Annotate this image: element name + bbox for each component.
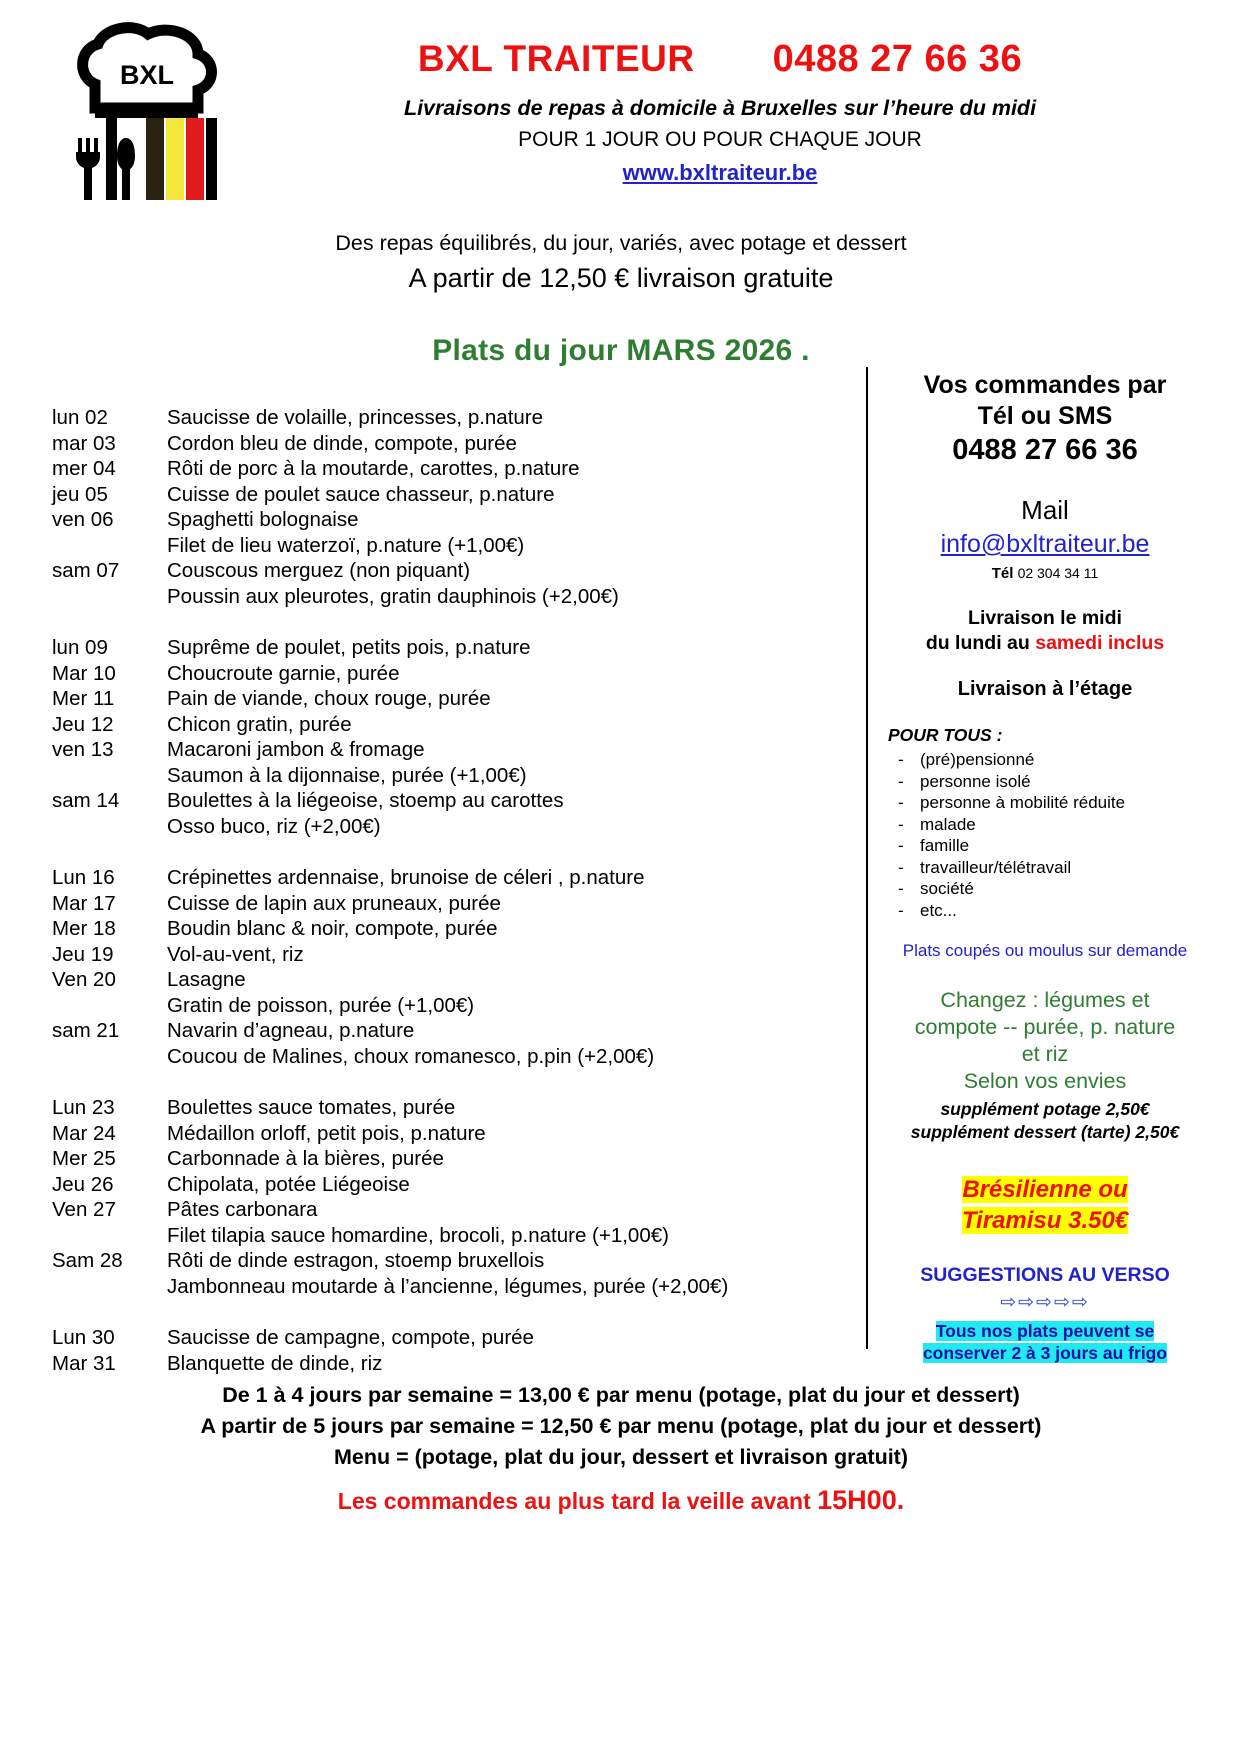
menu-row xyxy=(52,1121,852,1147)
audience-item: - malade xyxy=(920,814,1210,836)
audience-item: - travailleur/télétravail xyxy=(920,857,1210,879)
menu-dish: Saumon à la dijonnaise, purée (+1,00€) xyxy=(167,763,527,787)
tagline: Livraisons de repas à domicile à Bruxelles sur l’heure du midi xyxy=(403,96,1037,120)
menu-dish: Cuisse de lapin aux pruneaux, purée xyxy=(167,891,501,915)
orders-heading xyxy=(880,370,1210,432)
menu-row xyxy=(52,584,852,610)
header-text-block xyxy=(270,38,1170,186)
menu-row xyxy=(52,1223,852,1249)
fridge-note-line-1: Tous nos plats peuvent se xyxy=(935,1321,1155,1341)
menu-day: Lun 30 xyxy=(52,1326,115,1349)
menu-day: mer 04 xyxy=(52,457,116,480)
vertical-divider xyxy=(866,367,868,1349)
menu-day: ven 13 xyxy=(52,738,114,761)
menu-row xyxy=(52,1197,852,1223)
swap-options xyxy=(880,987,1210,1095)
daily-menu-list xyxy=(52,405,852,1402)
menu-dish: Crépinettes ardennaise, brunoise de céleri , p.nature xyxy=(167,866,645,889)
menu-dish: Filet de lieu waterzoï, p.nature (+1,00€) xyxy=(167,533,525,557)
menu-dish: Blanquette de dinde, riz xyxy=(167,1351,383,1375)
menu-day: Ven 20 xyxy=(52,968,116,991)
menu-week xyxy=(52,1095,852,1299)
audience-item: - société xyxy=(920,878,1210,900)
delivery-days-plain: du lundi au xyxy=(925,632,1036,654)
menu-day xyxy=(52,993,167,1019)
delivery-info xyxy=(880,606,1210,656)
pricing-line-2: A partir de 5 jours par semaine = 12,50 € par menu (potage, plat du jour et dessert) xyxy=(200,1414,1042,1438)
menu-dish: Couscous merguez (non piquant) xyxy=(167,559,471,582)
menu-row xyxy=(52,558,852,584)
content-columns xyxy=(0,371,1242,1375)
supplement-dessert: supplément dessert (tarte) 2,50€ xyxy=(910,1122,1180,1142)
menu-row xyxy=(52,686,852,712)
menu-day: Jeu 19 xyxy=(52,942,114,966)
menu-dish: Boudin blanc & noir, compote, purée xyxy=(167,917,498,940)
menu-row xyxy=(52,482,852,508)
mail-label: Mail xyxy=(1021,495,1069,525)
menu-week xyxy=(52,1325,852,1376)
subtagline: POUR 1 JOUR OU POUR CHAQUE JOUR xyxy=(518,128,922,151)
menu-dish: Spaghetti bolognaise xyxy=(167,508,359,531)
menu-day: Mar 17 xyxy=(52,891,116,915)
menu-day: jeu 05 xyxy=(52,482,108,506)
swap-line-3: et riz xyxy=(1021,1042,1069,1066)
audience-title: POUR TOUS : xyxy=(888,725,1003,745)
menu-day: sam 14 xyxy=(52,789,120,812)
menu-row xyxy=(52,814,852,840)
menu-week xyxy=(52,865,852,1069)
page-header xyxy=(0,0,1242,215)
menu-day: mar 03 xyxy=(52,431,116,455)
menu-week xyxy=(52,405,852,609)
menu-day: Mar 10 xyxy=(52,661,116,685)
menu-row xyxy=(52,1146,852,1172)
menu-dish: Macaroni jambon & fromage xyxy=(167,738,425,761)
pricing-line-1: De 1 à 4 jours par semaine = 13,00 € par menu (potage, plat du jour et dessert) xyxy=(222,1383,1020,1407)
menu-dish: Saucisse de campagne, compote, purée xyxy=(167,1326,534,1349)
fridge-note-line-2: conserver 2 à 3 jours au frigo xyxy=(922,1343,1168,1363)
menu-row xyxy=(52,916,852,942)
dessert-promo xyxy=(880,1174,1210,1236)
menu-row xyxy=(52,431,852,457)
menu-day xyxy=(52,584,167,610)
menu-day: Ven 27 xyxy=(52,1198,116,1221)
menu-row xyxy=(52,635,852,661)
menu-dish: Rôti de porc à la moutarde, carottes, p.nature xyxy=(167,457,580,480)
intro-price: A partir de 12,50 € livraison gratuite xyxy=(408,263,834,293)
menu-day: Sam 28 xyxy=(52,1249,123,1272)
order-deadline xyxy=(0,1485,1242,1516)
menu-day xyxy=(52,1044,167,1070)
header-phone: 0488 27 66 36 xyxy=(772,38,1023,80)
swap-line-2: compote -- purée, p. nature xyxy=(914,1015,1176,1039)
menu-dish: Boulettes sauce tomates, purée xyxy=(167,1096,456,1119)
intro-balanced-meals: Des repas équilibrés, du jour, variés, avec potage et dessert xyxy=(335,231,907,255)
menu-day: Lun 23 xyxy=(52,1096,115,1119)
menu-row xyxy=(52,661,852,687)
brand-title: BXL TRAITEUR xyxy=(417,38,695,79)
menu-day: Mer 18 xyxy=(52,917,116,940)
menu-dish: Boulettes à la liégeoise, stoemp au carottes xyxy=(167,789,564,812)
swap-line-1: Changez : légumes et xyxy=(940,988,1150,1012)
menu-row xyxy=(52,405,852,431)
menu-row xyxy=(52,1274,852,1300)
menu-row xyxy=(52,763,852,789)
audience-item: - (pré)pensionné xyxy=(920,749,1210,771)
menu-row xyxy=(52,788,852,814)
menu-dish: Navarin d’agneau, p.nature xyxy=(167,1019,415,1042)
menu-row xyxy=(52,967,852,993)
menu-row xyxy=(52,737,852,763)
menu-row xyxy=(52,1325,852,1351)
supplements xyxy=(880,1098,1210,1144)
audience-block xyxy=(888,725,1210,921)
fridge-note xyxy=(880,1320,1210,1364)
menu-dish: Rôti de dinde estragon, stoemp bruxellois xyxy=(167,1249,545,1272)
order-deadline-text: Les commandes au plus tard la veille avant xyxy=(337,1488,818,1514)
menu-dish: Gratin de poisson, purée (+1,00€) xyxy=(167,993,475,1017)
bxl-logo xyxy=(48,22,243,207)
delivery-line-2 xyxy=(880,631,1210,656)
menu-day: ven 06 xyxy=(52,508,114,531)
menu-day xyxy=(52,533,167,559)
menu-day xyxy=(52,814,167,840)
menu-row xyxy=(52,507,852,533)
menu-row xyxy=(52,865,852,891)
landline-number: 02 304 34 11 xyxy=(1017,565,1099,581)
menu-dish: Vol-au-vent, riz xyxy=(167,942,304,966)
delivery-line-1: Livraison le midi xyxy=(968,607,1122,629)
landline-label: Tél xyxy=(991,565,1014,582)
menu-week xyxy=(52,635,852,839)
menu-day: Mar 24 xyxy=(52,1121,116,1145)
menu-dish: Lasagne xyxy=(167,968,246,991)
svg-text:BXL: BXL xyxy=(120,60,174,90)
pricing-line-3: Menu = (potage, plat du jour, dessert et livraison gratuit) xyxy=(333,1445,908,1469)
menu-dish: Carbonnade à la bières, purée xyxy=(167,1147,444,1170)
menu-day: lun 02 xyxy=(52,406,108,429)
audience-item: - personne à mobilité réduite xyxy=(920,792,1210,814)
menu-dish: Osso buco, riz (+2,00€) xyxy=(167,814,381,838)
order-deadline-time: 15H00. xyxy=(817,1485,905,1515)
menu-day: Mer 11 xyxy=(52,687,115,710)
brand-line xyxy=(270,38,1170,81)
menu-row xyxy=(52,942,852,968)
dessert-promo-line-1: Brésilienne ou xyxy=(962,1176,1128,1203)
menu-dish: Poussin aux pleurotes, gratin dauphinois (+2,00€) xyxy=(167,584,619,608)
supplement-soup: supplément potage 2,50€ xyxy=(940,1099,1150,1119)
menu-day: sam 21 xyxy=(52,1019,120,1042)
menu-day: Mer 25 xyxy=(52,1147,116,1170)
orders-phone[interactable]: 0488 27 66 36 xyxy=(952,434,1138,466)
month-title: Plats du jour MARS 2026 . xyxy=(432,334,810,367)
suggestions-note: SUGGESTIONS AU VERSO xyxy=(920,1264,1170,1286)
website-link[interactable]: www.bxltraiteur.be xyxy=(622,160,818,185)
page-footer xyxy=(0,1380,1242,1516)
audience-item: - famille xyxy=(920,835,1210,857)
menu-dish: Jambonneau moutarde à l’ancienne, légumes, purée (+2,00€) xyxy=(167,1274,729,1298)
menu-dish: Chicon gratin, purée xyxy=(167,712,352,736)
menu-row xyxy=(52,891,852,917)
menu-row xyxy=(52,1095,852,1121)
swap-line-4: Selon vos envies xyxy=(963,1069,1127,1093)
menu-day: sam 07 xyxy=(52,559,120,582)
menu-row xyxy=(52,1172,852,1198)
menu-day: Jeu 26 xyxy=(52,1172,114,1196)
menu-row xyxy=(52,993,852,1019)
menu-day: Jeu 12 xyxy=(52,712,114,736)
menu-row xyxy=(52,1351,852,1377)
menu-dish: Coucou de Malines, choux romanesco, p.pin (+2,00€) xyxy=(167,1044,655,1068)
menu-dish: Filet tilapia sauce homardine, brocoli, p.nature (+1,00€) xyxy=(167,1223,669,1247)
menu-row xyxy=(52,1018,852,1044)
menu-day: lun 09 xyxy=(52,636,108,659)
menu-row xyxy=(52,1248,852,1274)
menu-dish: Cordon bleu de dinde, compote, purée xyxy=(167,431,517,455)
menu-dish: Chipolata, potée Liégeoise xyxy=(167,1172,410,1196)
menu-day xyxy=(52,1274,167,1300)
sidebar-info xyxy=(880,370,1210,1364)
menu-dish: Suprême de poulet, petits pois, p.nature xyxy=(167,636,531,659)
menu-row xyxy=(52,456,852,482)
mail-link[interactable]: info@bxltraiteur.be xyxy=(940,530,1150,558)
orders-line-2: Tél ou SMS xyxy=(977,402,1113,430)
audience-item: - etc... xyxy=(920,900,1210,922)
menu-dish: Cuisse de poulet sauce chasseur, p.nature xyxy=(167,482,555,506)
menu-dish: Choucroute garnie, purée xyxy=(167,661,400,685)
audience-list xyxy=(888,749,1210,921)
arrows-icon: ⇨⇨⇨⇨⇨ xyxy=(1000,1292,1090,1313)
audience-item: - personne isolé xyxy=(920,771,1210,793)
menu-day: Lun 16 xyxy=(52,866,115,889)
menu-day xyxy=(52,1223,167,1249)
landline-phone xyxy=(880,565,1210,582)
menu-row xyxy=(52,712,852,738)
cut-meals-note: Plats coupés ou moulus sur demande xyxy=(902,941,1188,960)
orders-line-1: Vos commandes par xyxy=(923,371,1167,399)
menu-day: Mar 31 xyxy=(52,1351,116,1375)
menu-row xyxy=(52,1044,852,1070)
menu-dish: Médaillon orloff, petit pois, p.nature xyxy=(167,1121,486,1145)
menu-dish: Saucisse de volaille, princesses, p.nature xyxy=(167,406,544,429)
menu-day xyxy=(52,763,167,789)
menu-row xyxy=(52,533,852,559)
delivery-days-highlight: samedi inclus xyxy=(1035,632,1165,654)
menu-dish: Pain de viande, choux rouge, purée xyxy=(167,687,491,710)
delivery-floor: Livraison à l’étage xyxy=(957,678,1133,700)
dessert-promo-line-2: Tiramisu 3.50€ xyxy=(961,1207,1129,1234)
menu-dish: Pâtes carbonara xyxy=(167,1198,318,1221)
